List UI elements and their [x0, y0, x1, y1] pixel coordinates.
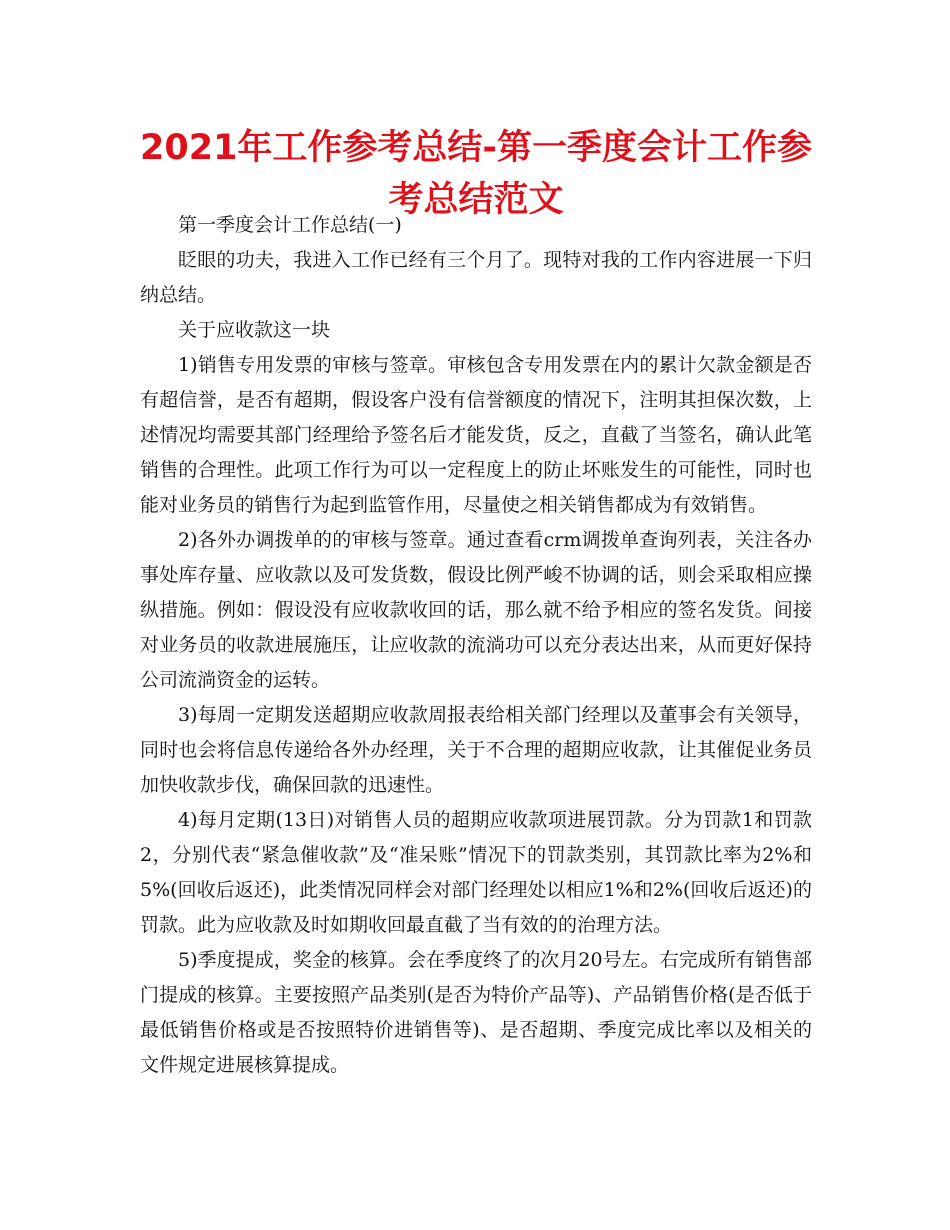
document-title: 2021年工作参考总结-第一季度会计工作参考总结范文	[140, 128, 812, 220]
section-heading: 第一季度会计工作总结(一)	[178, 214, 402, 236]
paragraph-item-4: 4)每月定期(13日)对销售人员的超期应收款项进展罚款。分为罚款1和罚款2，分别代表“紧急催收款”及“准呆账”情况下的罚款类别，其罚款比率为2%和5%(回收后返还)，此类情况同样会对部门经理处以相应1%和2%(回收后返还)的罚款。此为应收款及时如期收回最直截了当有效的的治理方法。	[140, 809, 812, 936]
intro-paragraph: 眨眼的功夫，我进入工作已经有三个月了。现特对我的工作内容进展一下归纳总结。	[140, 249, 812, 306]
paragraph-item-2: 2)各外办调拨单的的审核与签章。通过查看crm调拨单查询列表，关注各办事处库存量、应收款以及可发货数，假设比例严峻不协调的话，则会采取相应操纵措施。例如：假设没有应收款收回的话，那么就不给予相应的签名发货。间接对业务员的收款进展施压，让应收款的流淌功可以充分表达出来，从而更好保持公司流淌资金的运转。	[140, 529, 812, 691]
subsection-heading: 关于应收款这一块	[178, 319, 331, 341]
document-body	[140, 208, 812, 1083]
paragraph-item-3: 3)每周一定期发送超期应收款周报表给相关部门经理以及董事会有关领导，同时也会将信息传递给各外办经理，关于不合理的超期应收款，让其催促业务员加快收款步伐，确保回款的迅速性。	[140, 704, 812, 796]
paragraph-item-1: 1)销售专用发票的审核与签章。审核包含专用发票在内的累计欠款金额是否有超信誉，是否有超期，假设客户没有信誉额度的情况下，注明其担保次数，上述情况均需要其部门经理给予签名后才能发货，反之，直截了当签名，确认此笔销售的合理性。此项工作行为可以一定程度上的防止坏账发生的可能性，同时也能对业务员的销售行为起到监管作用，尽量使之相关销售都成为有效销售。	[140, 354, 812, 516]
paragraph-item-5: 5)季度提成，奖金的核算。会在季度终了的次月20号左。右完成所有销售部门提成的核算。主要按照产品类别(是否为特价产品等)、产品销售价格(是否低于最低销售价格或是否按照特价进销售等)、是否超期、季度完成比率以及相关的文件规定进展核算提成。	[140, 949, 812, 1076]
